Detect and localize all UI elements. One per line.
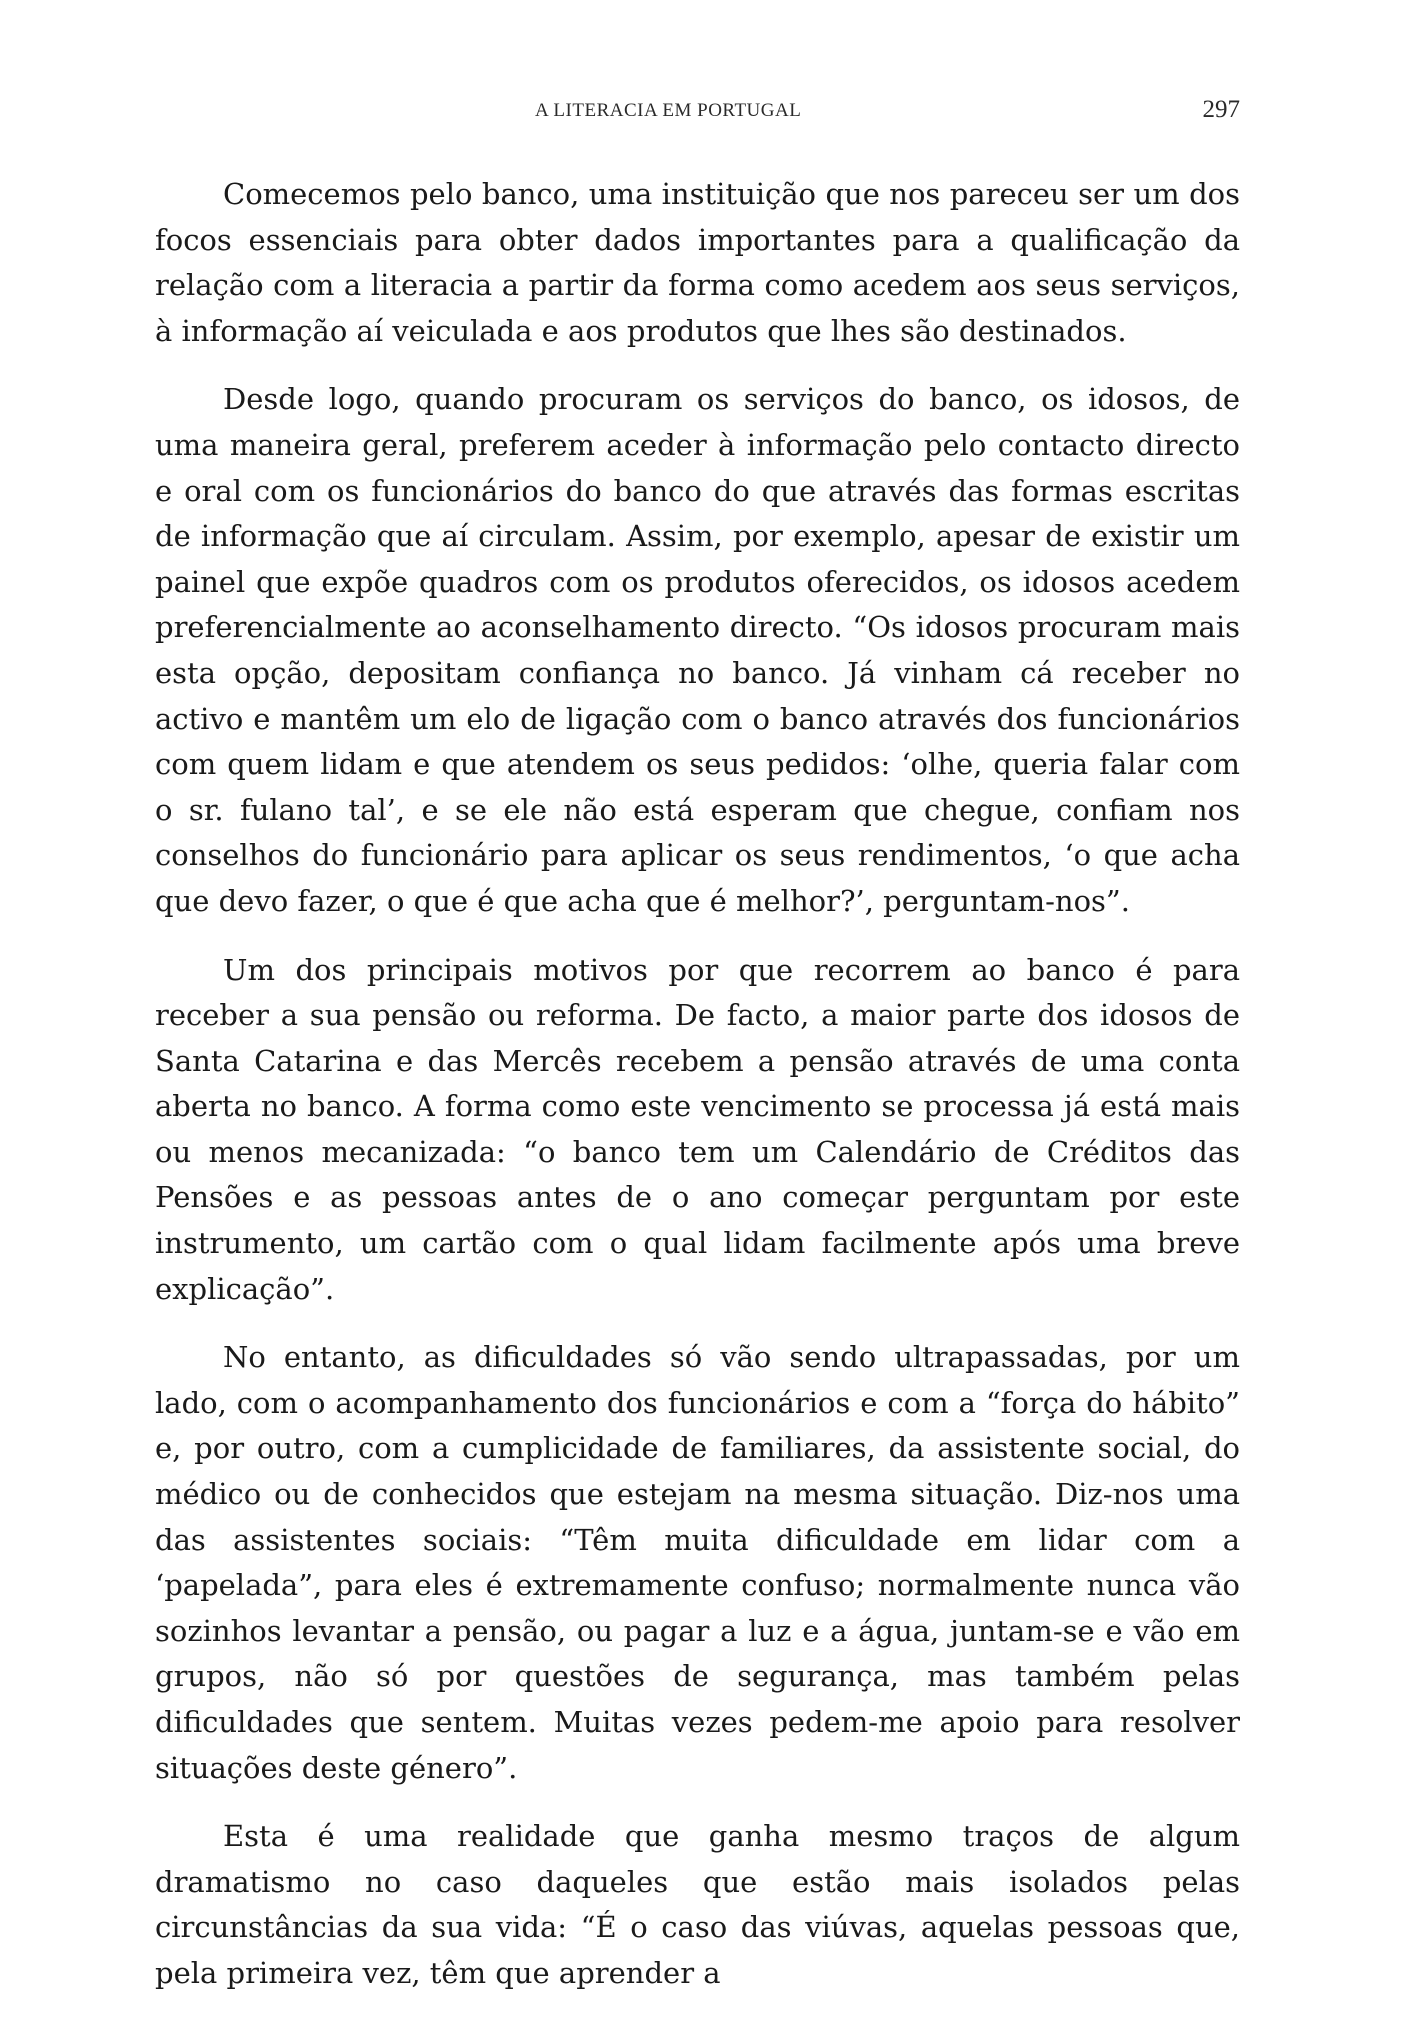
paragraph-difficulties: No entanto, as dificuldades só vão sendo ultrapassadas, por um lado, com o acompanhamento dos funcionários e com a “força do hábito” e, por outro, com a cumplicidade de familiares, da assistente social, do médico ou de conhecidos que estejam na mesma situação. Diz-nos uma das assistentes sociais: “Têm muita dificuldade em lidar com a ‘papelada”, para eles é extremamente confuso; normalmente nunca vão sozinhos levantar a pensão, ou pagar a luz e a água, juntam-se e vão em grupos, não só por questões de segurança, mas também pelas dificuldades que sentem. Muitas vezes pedem-me apoio para resolver situações deste género”. [155,1340,1240,1785]
paragraph-pension: Um dos principais motivos por que recorrem ao banco é para receber a sua pensão ou reforma. De facto, a maior parte dos idosos de Santa Catarina e das Mercês recebem a pensão através de uma conta aberta no banco. A forma como este vencimento se processa já está mais ou menos mecanizada: “o banco tem um Calendário de Créditos das Pensões e as pessoas antes de o ano começar perguntam por este instrumento, um cartão com o qual lidam facilmente após uma breve explicação”. [155,952,1240,1306]
body-text [155,172,1240,2020]
page-number: 297 [1202,96,1240,123]
paragraph-bank-services: Desde logo, quando procuram os serviços do banco, os idosos, de uma maneira geral, preferem aceder à informação pelo contacto directo e oral com os funcionários do banco do que através das formas escritas de informação que aí circulam. Assim, por exemplo, apesar de existir um painel que expõe quadros com os produtos oferecidos, os idosos acedem preferencialmente ao aconselhamento directo. “Os idosos procuram mais esta opção, depositam confiança no banco. Já vinham cá receber no activo e mantêm um elo de ligação com o banco através dos funcionários com quem lidam e que atendem os seus pedidos: ‘olhe, queria falar com o sr. fulano tal’, e se ele não está esperam que chegue, confiam nos conselhos do funcionário para aplicar os seus rendimentos, ‘o que acha que devo fazer, o que é que acha que é melhor?’, perguntam-nos”. [155,382,1240,918]
running-title: A LITERACIA EM PORTUGAL [535,100,802,121]
paragraph-bank-intro: Comecemos pelo banco, uma instituição que nos pareceu ser um dos focos essenciais para obter dados importantes para a qualificação da relação com a literacia a partir da forma como acedem aos seus serviços, à informação aí veiculada e aos produtos que lhes são destinados. [155,177,1240,348]
paragraph-isolation: Esta é uma realidade que ganha mesmo traços de algum dramatismo no caso daqueles que estão mais isolados pelas circunstâncias da sua vida: “É o caso das viúvas, aquelas pessoas que, pela primeira vez, têm que aprender a [155,1819,1240,1990]
page-header [155,96,1240,140]
